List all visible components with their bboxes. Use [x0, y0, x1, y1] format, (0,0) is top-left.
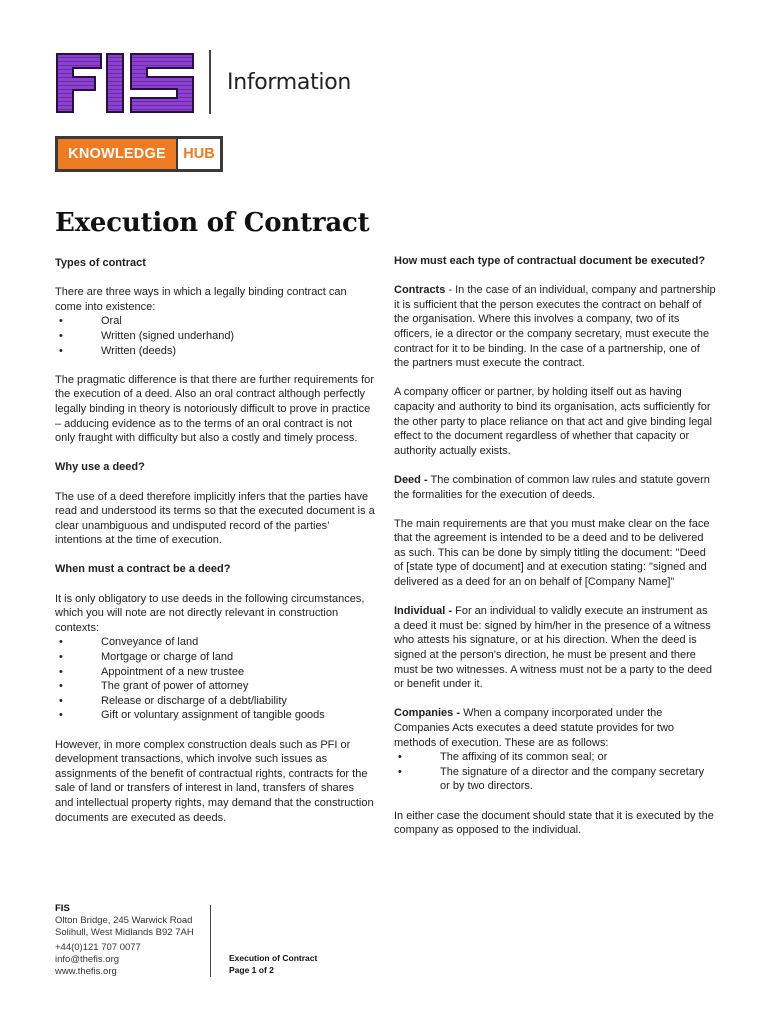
list-item: • Gift or voluntary assignment of tangible goods: [59, 709, 325, 722]
list-item: • The affixing of its common seal; or: [398, 751, 608, 764]
either-case-paragraph: In either case the document should state that it is executed by the company as opposed to the individual.: [394, 809, 714, 837]
fis-logo: [55, 50, 197, 114]
when-heading: When must a contract be a deed?: [55, 563, 231, 576]
knowledge-hub-badge: [55, 136, 223, 172]
deed-label: Deed -: [394, 473, 428, 486]
footer-doc-title: Execution of Contract: [229, 953, 318, 963]
list-item: • Conveyance of land: [59, 636, 199, 649]
individual-label: Individual -: [394, 605, 453, 618]
list-item: • Appointment of a new trustee: [59, 665, 245, 678]
main-requirements-paragraph: The main requirements are that you must make clear on the face that the agreement is intended to be a deed and to be delivered as such. This can be done by simply titling the document: "Deed of [state type of document] and at execution stating: "signed and delivered as a deed for an on behalf of [Company Name]": [394, 517, 710, 589]
list-item: • The signature of a director and the company secretary or by two directors.: [398, 765, 705, 793]
types-heading: Types of contract: [55, 257, 146, 269]
footer-phone: +44(0)121 707 0077: [55, 942, 141, 954]
contracts-label: Contracts: [394, 284, 446, 297]
footer-doc-info: [229, 953, 317, 976]
individual-paragraph: Individual - For an individual to validly execute an instrument as a deed it must be: signed by him/her in the presence of a witness who attests his signature, or at his direction. When the deed is signed at the person’s direction, he must be present and there must be two witnesses. A witness must not be a party to the deed or benefit under it.: [394, 605, 712, 691]
list-item: • Mortgage or charge of land: [59, 651, 234, 664]
footer-address-line1: Olton Bridge, 245 Warwick Road: [55, 914, 193, 926]
execution-heading: How must each type of contractual document be executed?: [394, 255, 706, 267]
however-paragraph: However, in more complex construction deals such as PFI or development transactions, which involve such issues as assignments of the benefit of contractual rights, contracts for the sale of land or transfers of interest in land, transfers of shares and intellectual property rights, may demand that the construction documents are executed as deeds.: [55, 738, 374, 824]
logo-divider: [209, 50, 211, 114]
officer-paragraph: A company officer or partner, by holding itself out as having capacity and authority to bind its organisation, acts sufficiently for the other party to place reliance on that act and give binding legal effect to the document regardless of whether that capacity or authority actually exists.: [394, 386, 712, 457]
footer-website[interactable]: www.thefis.org: [55, 965, 117, 977]
bullet-icon: •: [398, 765, 402, 778]
bullet-icon: •: [59, 651, 63, 664]
footer-divider: [210, 905, 211, 977]
list-item: • Written (deeds): [59, 344, 176, 357]
list-item: • Oral: [59, 315, 122, 328]
right-column: [394, 254, 716, 852]
pragmatic-paragraph: The pragmatic difference is that there are further requirements for the execution of a deed. Also an oral contract although perfectly legally binding in theory is notoriously difficult to prove in practice – adducing evidence as to the terms of an oral contract is not only fraught with difficulty but also a costly and timely process.: [55, 373, 374, 445]
why-heading: Why use a deed?: [55, 461, 145, 474]
when-list: [55, 635, 375, 723]
badge-hub: HUB: [176, 139, 220, 169]
left-column: [55, 256, 375, 840]
list-item: • Written (signed underhand): [59, 329, 235, 342]
companies-list: [394, 750, 716, 794]
bullet-icon: •: [59, 680, 63, 693]
deed-paragraph: Deed - The combination of common law rules and statute govern the formalities for the execution of deeds.: [394, 473, 710, 501]
why-paragraph: The use of a deed therefore implicitly infers that the parties have read and understood its terms so that the executed document is a clear unambiguous and undisputed record of the parties’ intentions at the time of execution.: [55, 490, 375, 547]
bullet-icon: •: [59, 636, 63, 649]
bullet-icon: •: [59, 344, 63, 357]
bullet-icon: •: [59, 329, 63, 342]
types-intro: There are three ways in which a legally binding contract can come into existence:: [55, 286, 347, 313]
footer-email[interactable]: info@thefis.org: [55, 954, 120, 966]
companies-paragraph: Companies - When a company incorporated under the Companies Acts executes a deed statute provides for two methods of execution. These are as follows:: [394, 707, 675, 749]
bullet-icon: •: [59, 665, 63, 678]
list-item: • Release or discharge of a debt/liability: [59, 694, 287, 707]
footer-address-line2: Solihull, West Midlands B92 7AH: [55, 926, 194, 938]
bullet-icon: •: [398, 751, 402, 764]
footer-address: [55, 903, 194, 978]
when-intro: It is only obligatory to use deeds in the following circumstances, which you will note are not directly relevant in construction contexts:: [55, 592, 365, 634]
badge-knowledge: KNOWLEDGE: [58, 139, 176, 169]
page-title: Execution of Contract: [55, 208, 370, 238]
logo-subtitle: Information: [227, 70, 352, 95]
list-item: • The grant of power of attorney: [59, 680, 249, 693]
contracts-paragraph: Contracts - In the case of an individual, company and partnership it is sufficient that the person executes the contract on behalf of the organisation. Where this involves a company, two of its officers, ie a director or the company secretary, must execute the contract for it to be binding. In the case of a partnership, one of the partners must execute the contract.: [394, 284, 716, 370]
bullet-icon: •: [59, 315, 63, 328]
bullet-icon: •: [59, 694, 63, 707]
footer-org-name: FIS: [55, 903, 70, 914]
footer-page-number: Page 1 of 2: [229, 964, 274, 975]
types-list: [55, 314, 375, 358]
bullet-icon: •: [59, 709, 63, 722]
companies-label: Companies -: [394, 707, 461, 720]
